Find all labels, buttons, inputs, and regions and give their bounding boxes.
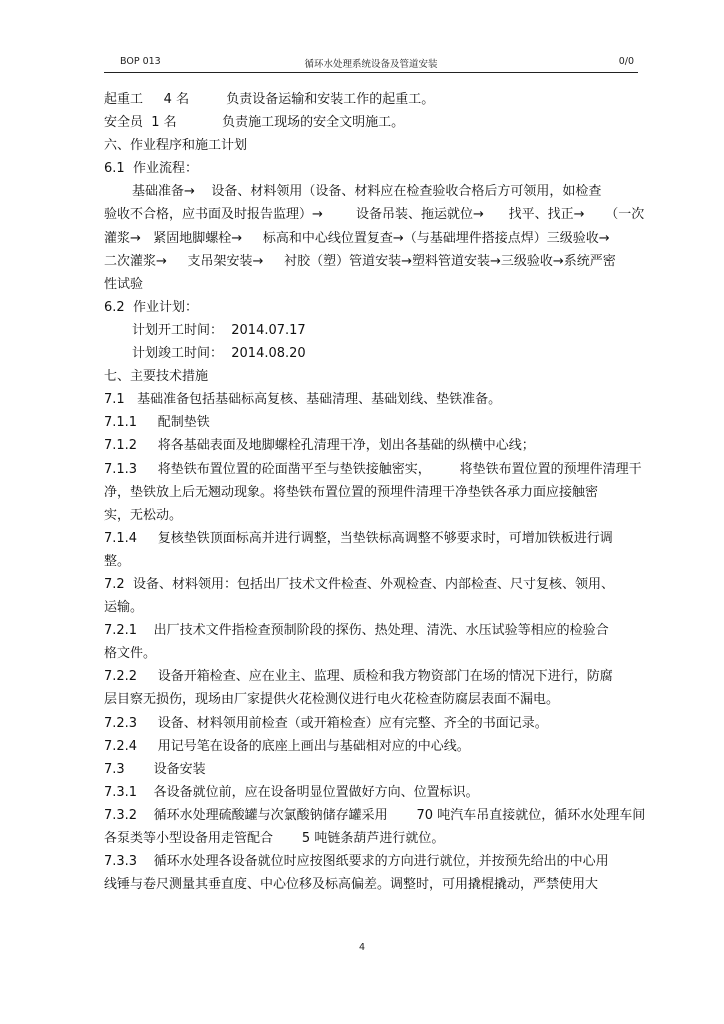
text-line: 灌浆→ 紧固地脚螺栓→ 标高和中心线位置复查→（与基础埋件搭接点焊）三级验收→ xyxy=(104,230,610,246)
text-line: 层目察无损伤，现场由厂家提供火花检测仪进行电火花检查防腐层表面不漏电。 xyxy=(104,692,560,708)
page-number: 4 xyxy=(358,942,366,953)
text-line: 整。 xyxy=(104,553,131,569)
text-line: 运输。 xyxy=(104,600,144,616)
subsection-heading: 6.1 作业流程： xyxy=(104,161,198,177)
plan-end-date: 计划竣工时间： 2014.08.20 xyxy=(132,346,306,362)
document-title: 循环水处理系统设备及管道安装 xyxy=(304,59,438,70)
header-divider xyxy=(104,72,638,73)
text-line: 7.3.3 循环水处理各设备就位时应按图纸要求的方向进行就位，并按预先给出的中心用 xyxy=(104,854,609,870)
document-code: BOP 013 xyxy=(120,56,161,67)
text-line: 7.2.1 出厂技术文件指检查预制阶段的探伤、热处理、清洗、水压试验等相应的检验合 xyxy=(104,623,609,639)
text-line: 安全员 1 名 负责施工现场的安全文明施工。 xyxy=(104,115,405,131)
text-line: 7.3 设备安装 xyxy=(104,761,206,777)
subsection-heading: 6.2 作业计划： xyxy=(104,299,198,315)
plan-start-date: 计划开工时间： 2014.07.17 xyxy=(132,322,306,338)
revision-number: 0/0 xyxy=(618,56,634,67)
text-line: 7.2.3 设备、材料领用前检查（或开箱检查）应有完整、齐全的书面记录。 xyxy=(104,715,548,731)
text-line: 7.3.1 各设备就位前，应在设备明显位置做好方向、位置标识。 xyxy=(104,784,479,800)
text-line: 净，垫铁放上后无翘动现象。将垫铁布置位置的预埋件清理干净垫铁各承力面应接触密 xyxy=(104,484,599,500)
text-line: 7.3.2 循环水处理硫酸罐与次氯酸钠储存罐采用 70 吨汽车吊直接就位，循环水处理车间 xyxy=(104,807,646,823)
text-line: 7.2.2 设备开箱检查、应在业主、监理、质检和我方物资部门在场的情况下进行，防腐 xyxy=(104,669,613,685)
text-line: 基础准备→ 设备、材料领用（设备、材料应在检查验收合格后方可领用，如检查 xyxy=(132,184,602,200)
text-line: 验收不合格，应书面及时报告监理）→ 设备吊装、拖运就位→ 找平、找正→ （一次 xyxy=(104,207,645,223)
text-line: 7.2 设备、材料领用：包括出厂技术文件检查、外观检查、内部检查、尺寸复核、领用、 xyxy=(104,576,614,592)
text-line: 7.1.3 将垫铁布置位置的砼面凿平至与垫铁接触密实， 将垫铁布置位置的预埋件清理干 xyxy=(104,461,642,477)
text-line: 7.1.2 将各基础表面及地脚螺栓孔清理干净，划出各基础的纵横中心线； xyxy=(104,438,535,454)
text-line: 性试验 xyxy=(104,276,144,292)
text-line: 起重工 4 名 负责设备运输和安装工作的起重工。 xyxy=(104,92,435,107)
section-heading: 七、主要技术措施 xyxy=(104,369,209,385)
text-line: 格文件。 xyxy=(104,646,157,662)
page-header xyxy=(104,56,638,72)
text-line: 7.1 基础准备包括基础标高复核、基础清理、基础划线、垫铁准备。 xyxy=(104,392,502,408)
section-heading: 六、作业程序和施工计划 xyxy=(104,138,248,154)
text-line: 7.2.4 用记号笔在设备的底座上画出与基础相对应的中心线。 xyxy=(104,738,470,754)
text-line: 7.1.4 复核垫铁顶面标高并进行调整，当垫铁标高调整不够要求时，可增加铁板进行调 xyxy=(104,530,613,546)
text-line: 各泵类等小型设备用走管配合 5 吨链条葫芦进行就位。 xyxy=(104,831,445,846)
text-line: 二次灌浆→ 支吊架安装→ 衬胶（塑）管道安装→塑料管道安装→三级验收→系统严密 xyxy=(104,253,616,269)
text-line: 实，无松动。 xyxy=(104,507,183,523)
document-body xyxy=(104,88,644,896)
text-line: 7.1.1 配制垫铁 xyxy=(104,415,210,431)
text-line: 线锤与卷尺测量其垂直度、中心位移及标高偏差。调整时，可用撬棍撬动，严禁使用大 xyxy=(104,877,599,893)
